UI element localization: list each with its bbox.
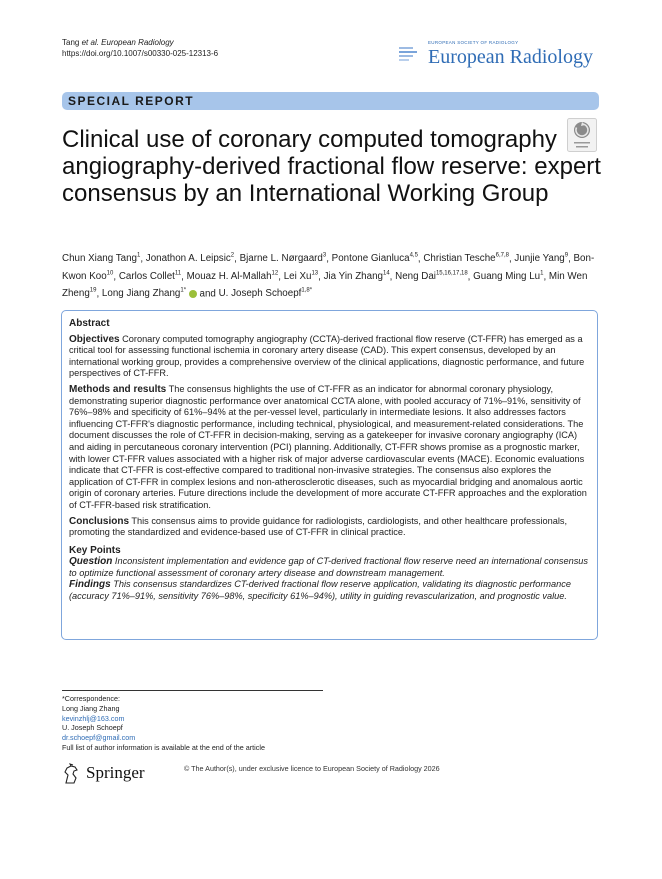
journal-logo	[398, 40, 600, 70]
author: Jonathon A. Leipsic$^2$	[145, 253, 235, 265]
correspondence-label: *Correspondence:	[62, 694, 120, 703]
author: Carlos Collet$^{11}$	[118, 270, 182, 282]
section-label: SPECIAL REPORT	[68, 94, 195, 108]
author: Christian Tesche$^{6,7,8}$	[423, 253, 509, 265]
running-header	[62, 37, 218, 59]
authors-and: and	[199, 288, 216, 300]
author: Pontone Gianluca$^{4,5}$	[331, 253, 418, 265]
author: Bjarne L. Nørgaard$^3$	[239, 253, 327, 265]
springer-horse-icon	[62, 763, 80, 785]
abstract-conclusions: Conclusions This consensus aims to provide guidance for radiologists, cardiologists, and other healthcare professionals, promoting the standardized and evidence-based use of CT-FFR in clinical practice.	[69, 515, 568, 538]
abstract-objectives: Objectives Coronary computed tomography angiography (CCTA)-derived fractional flow reserve (CT-FFR) has emerged as a critical tool for assessing functional ischemia in coronary artery disease (CAD). This expert consensus, developed by an international working group, provides a comprehensive overview of the clinical applications, diagnostic performance, and future perspectives of CT-FFR.	[69, 333, 585, 379]
key-point-findings: Findings This consensus standardizes CT-derived fractional flow reserve application, validating its diagnostic performance (accuracy 71%–91%, sensitivity 76%–98%, specificity 61%–94%), utility in guiding revascularization, and prognostic value.	[69, 579, 571, 602]
author: Lei Xu$^{13}$	[283, 270, 319, 282]
section-band	[62, 92, 599, 110]
society-name: EUROPEAN SOCIETY OF RADIOLOGY	[428, 40, 519, 45]
header-authors: Tang	[62, 38, 80, 47]
author-list: Chun Xiang Tang$^1$, Jonathon A. Leipsic$^2$, Bjarne L. Nørgaard$^3$, Pontone Gianluca$^{4,5}$, Christian Tesche$^{6,7,8}$, Junjie Yang$^9$, Bon-Kwon Koo$^{10}$, Carlos Collet$^{11}$, Mouaz H. Al-Mallah$^{12}$, Lei Xu$^{13}$, Jia Yin Zhang$^{14}$, Neng Dai$^{15,16,17,18}$, Guang Ming Lu$^1$, Min Wen Zheng$^{19}$, Long Jiang Zhang$^{1*}$ and U. Joseph Schoepf$^{1,8*}$	[62, 253, 595, 300]
author: Bon-Kwon Koo$^{10}$	[62, 253, 595, 282]
doi-link[interactable]: https://doi.org/10.1007/s00330-025-12313-6	[62, 49, 219, 58]
correspondence	[62, 694, 265, 753]
author: Guang Ming Lu$^1$	[473, 270, 544, 282]
correspondence-name: U. Joseph Schoepf	[62, 723, 123, 733]
abstract-methods: Methods and results The consensus highlights the use of CT-FFR as an indicator for abnormal coronary physiology, demonstrating superior diagnostic performance over anatomical CCTA alone, with pooled accuracy of 71%–91%, sensitivity of 76%–98% and specificity of 61%–94% at the per-vessel level, particularly in intermediate lesions. It also addresses factors influencing CT-FFR's diagnostic performance, including technical, physiological, and measurement-related considerations. The document discusses the role of CT-FFR in decision-making, serving as a gatekeeper for invasive coronary angiography (ICA) and aiding in percutaneous coronary intervention (PCI) planning. Additionally, CT-FFR shows promise as a prognostic marker, with lower CT-FFR values associated with a higher risk of major adverse cardiovascular events (MACE). Economic evaluations indicate that CT-FFR is cost-effective compared to traditional non-invasive strategies. The consensus also explores the application of CT-FFR in complex lesions and non-atherosclerotic diseases, such as myocardial bridging and anomalous aortic origin of coronary arteries. Future directions include the development of more accurate CT-FFR approaches and the exploration of CT-FFR-based risk stratification.	[69, 383, 587, 510]
publisher-name: Springer	[86, 763, 145, 782]
article-title: Clinical use of coronary computed tomography angiography-derived fractional flow reserve: expert consensus by an International Working Group	[62, 126, 601, 207]
journal-name: European Radiology	[428, 46, 593, 68]
author: Long Jiang Zhang$^{1*}$	[101, 288, 187, 300]
author-info-note: Full list of author information is available at the end of the article	[62, 742, 265, 752]
abstract-box	[61, 310, 598, 640]
footnote-rule	[62, 690, 323, 691]
author: Chun Xiang Tang$^1$	[62, 253, 141, 265]
author: Junjie Yang$^9$	[514, 253, 569, 265]
author: Jia Yin Zhang$^{14}$	[323, 270, 390, 282]
correspondence-email[interactable]: kevinzhlj@163.com	[62, 713, 125, 723]
author: Min Wen Zheng$^{19}$	[62, 270, 588, 300]
correspondence-name: Long Jiang Zhang	[62, 703, 120, 713]
correspondence-email[interactable]: dr.schoepf@gmail.com	[62, 733, 136, 743]
orcid-icon[interactable]	[189, 290, 197, 298]
author: Mouaz H. Al-Mallah$^{12}$	[186, 270, 279, 282]
author: U. Joseph Schoepf$^{1,8*}$	[218, 288, 313, 300]
author: Neng Dai$^{15,16,17,18}$	[395, 270, 468, 282]
check-for-updates-icon[interactable]	[567, 118, 597, 152]
license-line: © The Author(s), under exclusive licence to European Society of Radiology 2026	[184, 764, 440, 773]
abstract-heading: Abstract	[69, 318, 110, 329]
key-points-heading: Key Points	[69, 544, 121, 556]
key-point-question: Question Inconsistent implementation and evidence gap of CT-derived fractional flow reserve need an international consensus to optimize functional assessment of coronary artery disease and downstream management.	[69, 556, 589, 578]
esr-logo-icon	[398, 44, 422, 64]
header-journal: et al. European Radiology	[81, 38, 174, 47]
publisher-logo	[62, 762, 162, 788]
